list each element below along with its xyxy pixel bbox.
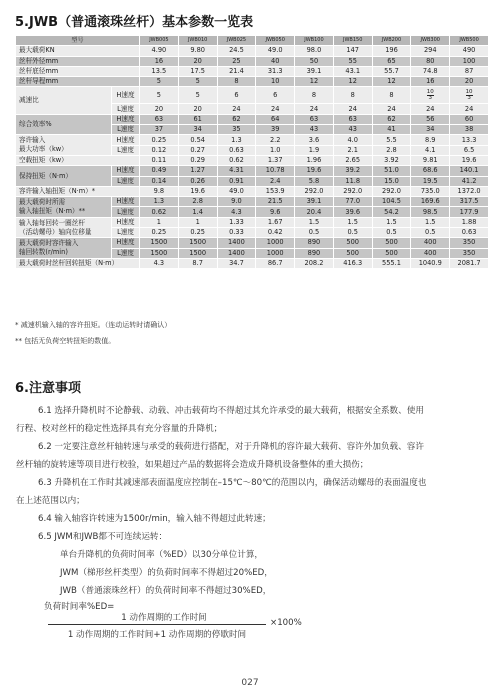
- paragraph-line: 6.5 JWM和JWB都不可连续运转：: [38, 532, 168, 542]
- table-cell: 13.5: [140, 66, 179, 76]
- row-label-line: （活动螺母）轴向位移量: [19, 227, 92, 236]
- table-cell: 555.1: [372, 258, 411, 268]
- table-cell: 9.6: [256, 207, 295, 217]
- table-cell: 5: [140, 77, 179, 87]
- table-cell: 49.0: [217, 186, 256, 196]
- table-cell: 292.0: [333, 186, 372, 196]
- table-cell: 8.9: [411, 135, 450, 145]
- table-cell: 1.96: [295, 155, 334, 165]
- table-cell: 20.4: [295, 207, 334, 217]
- table-cell: 4.90: [140, 46, 179, 56]
- table-cell: 9.81: [411, 155, 450, 165]
- table-cell: 6.5: [450, 145, 489, 155]
- table-row: [16, 87, 489, 104]
- table-cell: 12: [333, 77, 372, 87]
- table-cell: 2081.7: [450, 258, 489, 268]
- header-cell: JWB500: [450, 36, 489, 46]
- table-cell: 98.0: [295, 46, 334, 56]
- fraction-denominator: 3: [428, 94, 432, 101]
- row-label: [16, 135, 112, 156]
- table-cell: 21.5: [256, 197, 295, 207]
- table-cell: 400: [411, 248, 450, 258]
- table-cell: 2.8: [178, 197, 217, 207]
- table-cell: 77.0: [333, 197, 372, 207]
- header-cell: JWB100: [295, 36, 334, 46]
- table-cell: 1.4: [178, 207, 217, 217]
- speed-label: H速度: [112, 197, 140, 207]
- table-cell: 43: [333, 125, 372, 135]
- table-cell: 63: [333, 114, 372, 124]
- header-cell: JWB010: [178, 36, 217, 46]
- table-cell: 890: [295, 238, 334, 248]
- table-cell: 86.7: [256, 258, 295, 268]
- table-cell: 1500: [140, 238, 179, 248]
- table-cell: 0.25: [140, 135, 179, 145]
- table-cell: 890: [295, 248, 334, 258]
- table-cell: 0.29: [178, 155, 217, 165]
- table-cell: 6: [217, 87, 256, 104]
- table-cell: 19.6: [295, 166, 334, 176]
- table-cell: 1.3: [217, 135, 256, 145]
- paragraph-line: 丝杆轴的旋转速等项目进行校验，如果超过产品的数据将会造成升降机设备整体的重大损伤；: [16, 460, 369, 470]
- table-cell: 0.42: [256, 228, 295, 238]
- table-cell: 5.8: [295, 176, 334, 186]
- table-cell: 13.3: [450, 135, 489, 145]
- table-cell: 62: [217, 114, 256, 124]
- formula-denominator: 1 动作周期的工作时间+1 动作周期的停歇时间: [67, 630, 247, 640]
- table-cell: 1000: [256, 238, 295, 248]
- header-cell: 型号: [16, 36, 140, 46]
- table-cell: 39.2: [333, 166, 372, 176]
- header-cell: JWB050: [256, 36, 295, 46]
- table-cell: 68.6: [411, 166, 450, 176]
- footnote: ** 包括无负荷空转扭矩的数值。: [15, 337, 116, 345]
- table-cell: 3.92: [372, 155, 411, 165]
- speed-label: L速度: [112, 145, 140, 155]
- row-label-line: 最大载荷时容许输入: [19, 239, 79, 248]
- table-cell: 147: [333, 46, 372, 56]
- table-cell: 0.14: [140, 176, 179, 186]
- table-cell: 500: [333, 238, 372, 248]
- table-cell: 8: [372, 87, 411, 104]
- table-cell: 0.63: [217, 145, 256, 155]
- table-cell: 1.5: [295, 217, 334, 227]
- table-cell: 1400: [217, 248, 256, 258]
- table-cell: 24: [217, 104, 256, 114]
- table-cell: 0.63: [450, 228, 489, 238]
- table-cell: 1500: [178, 248, 217, 258]
- table-cell: 208.2: [295, 258, 334, 268]
- table-row: [16, 155, 489, 165]
- table-row: [16, 56, 489, 66]
- header-cell: JWB300: [411, 36, 450, 46]
- table-cell: 8: [295, 87, 334, 104]
- table-cell: 0.12: [140, 145, 179, 155]
- table-cell: 20: [178, 104, 217, 114]
- row-label: [16, 238, 112, 259]
- table-cell: 12: [295, 77, 334, 87]
- row-label: [16, 197, 112, 218]
- table-cell: 43.1: [333, 66, 372, 76]
- table-cell: 2.1: [333, 145, 372, 155]
- table-cell: 63: [140, 114, 179, 124]
- table-cell: 43: [295, 125, 334, 135]
- table-cell: 4.1: [411, 145, 450, 155]
- table-cell: 50: [295, 56, 334, 66]
- speed-label: H速度: [112, 87, 140, 104]
- row-label: 丝杆外径mm: [16, 56, 140, 66]
- table-cell: 55: [333, 56, 372, 66]
- table-cell: 0.5: [295, 228, 334, 238]
- paragraph-line: JWM（梯形丝杆类型）的负荷时间率不得超过20%ED，: [60, 568, 273, 578]
- table-cell: 5: [140, 87, 179, 104]
- table-cell: 500: [333, 248, 372, 258]
- table-cell: 0.5: [372, 228, 411, 238]
- table-cell: 80: [411, 56, 450, 66]
- paragraph-line: 6.4 输入轴容许转速为1500r/min，输入轴不得超过此转速；: [38, 514, 271, 524]
- table-cell: 1.5: [372, 217, 411, 227]
- parameter-table: [15, 35, 489, 269]
- table-cell: 1.0: [256, 145, 295, 155]
- table-cell: 15.0: [372, 176, 411, 186]
- header-cell: JWB005: [140, 36, 179, 46]
- table-cell: 49.0: [256, 46, 295, 56]
- footnote: * 减速机输入轴的容许扭矩。（连动运转时请确认）: [15, 321, 172, 329]
- table-cell: 74.8: [411, 66, 450, 76]
- table-row: [16, 46, 489, 56]
- table-row: [16, 77, 489, 87]
- row-label: 丝杆底径mm: [16, 66, 140, 76]
- table-cell: 9.0: [217, 197, 256, 207]
- table-cell: 24: [372, 104, 411, 114]
- table-cell: 317.5: [450, 197, 489, 207]
- table-cell: 51.0: [372, 166, 411, 176]
- table-cell: 2.8: [372, 145, 411, 155]
- speed-label: H速度: [112, 135, 140, 145]
- table-cell: 39.1: [295, 197, 334, 207]
- speed-label: H速度: [112, 166, 140, 176]
- row-label-line: 容许输入: [19, 136, 46, 145]
- table-cell: 0.33: [217, 228, 256, 238]
- table-cell: 0.62: [217, 155, 256, 165]
- table-cell: 34: [178, 125, 217, 135]
- table-cell: 0.26: [178, 176, 217, 186]
- table-row: [16, 238, 489, 248]
- table-cell: 56: [411, 114, 450, 124]
- table-row: [16, 197, 489, 207]
- table-cell: 98.5: [411, 207, 450, 217]
- table-cell: 5: [178, 87, 217, 104]
- table-cell: 1400: [217, 238, 256, 248]
- table-cell: 34.7: [217, 258, 256, 268]
- row-label: 最大载荷时丝杆回转扭矩（N·m）: [16, 258, 140, 268]
- paragraph-line: 6.2 一定要注意丝杆轴转速与承受的载荷进行搭配，对于升降机的容许最大载荷、容许外加负载、容许: [38, 442, 424, 452]
- table-cell: 8: [333, 87, 372, 104]
- speed-label: L速度: [112, 248, 140, 258]
- table-row: [16, 114, 489, 124]
- table-cell: 24: [411, 104, 450, 114]
- table-cell: 500: [372, 238, 411, 248]
- table-cell: 24: [256, 104, 295, 114]
- table-cell: 1500: [178, 238, 217, 248]
- table-cell: 140.1: [450, 166, 489, 176]
- table-cell: 37: [140, 125, 179, 135]
- row-label: 保持扭矩（N·m）: [16, 166, 112, 187]
- table-cell: 5.5: [372, 135, 411, 145]
- table-cell: 4.0: [333, 135, 372, 145]
- table-cell: 4.3: [217, 207, 256, 217]
- formula-multiplier: ×100%: [270, 618, 302, 628]
- table-cell: 8: [217, 77, 256, 87]
- table-header-row: [16, 36, 489, 46]
- table-cell: 0.5: [333, 228, 372, 238]
- table-cell: 292.0: [372, 186, 411, 196]
- table-cell: 0.91: [217, 176, 256, 186]
- table-cell: 31.3: [256, 66, 295, 76]
- table-cell: 104.5: [372, 197, 411, 207]
- table-cell: 19.5: [411, 176, 450, 186]
- paragraph-line: 负荷时间率%ED=: [44, 602, 115, 612]
- table-cell: 21.4: [217, 66, 256, 76]
- header-cell: JWB200: [372, 36, 411, 46]
- table-cell: 1: [178, 217, 217, 227]
- table-cell: 12: [372, 77, 411, 87]
- section-title: 6.注意事项: [15, 381, 81, 396]
- table-cell: 196: [372, 46, 411, 56]
- table-cell: 10: [256, 77, 295, 87]
- table-cell: 35: [217, 125, 256, 135]
- row-label-line: 轴回转数(r/min): [19, 248, 68, 257]
- row-label-line: 最大载荷时所需: [19, 197, 66, 206]
- table-cell: 65: [372, 56, 411, 66]
- table-cell: 54.2: [372, 207, 411, 217]
- row-label: 丝杆导程mm: [16, 77, 140, 87]
- table-cell: 0.54: [178, 135, 217, 145]
- speed-label: L速度: [112, 125, 140, 135]
- table-cell: 24: [295, 104, 334, 114]
- table-cell: 1.5: [411, 217, 450, 227]
- table-cell: 25: [217, 56, 256, 66]
- table-row: [16, 135, 489, 145]
- table-cell: 11.8: [333, 176, 372, 186]
- table-cell: 16: [411, 77, 450, 87]
- table-cell: 1500: [140, 248, 179, 258]
- paragraph-line: JWB（普通滚珠丝杆）的负荷时间率不得超过30%ED，: [60, 586, 272, 596]
- table-cell: 61: [178, 114, 217, 124]
- table-cell: 100: [450, 56, 489, 66]
- row-label: 综合效率%: [16, 114, 112, 135]
- table-cell: 41: [372, 125, 411, 135]
- table-cell: 39.6: [333, 207, 372, 217]
- table-cell: 735.0: [411, 186, 450, 196]
- table-cell: 87: [450, 66, 489, 76]
- table-row: [16, 66, 489, 76]
- table-cell: 0.62: [140, 207, 179, 217]
- table-cell: 20: [450, 77, 489, 87]
- paragraph-line: 在上述范围以内；: [16, 496, 85, 506]
- table-cell: 0.11: [140, 155, 179, 165]
- table-cell: 20: [140, 104, 179, 114]
- table-cell: 24: [333, 104, 372, 114]
- table-cell: 500: [372, 248, 411, 258]
- table-cell: 350: [450, 248, 489, 258]
- table-cell: 19.6: [450, 155, 489, 165]
- speed-label: L速度: [112, 104, 140, 114]
- table-cell: 292.0: [295, 186, 334, 196]
- paragraph-line: 6.3 升降机在工作时其减速部表面温度应控制在–15℃～80℃的范围以内，确保活动螺母的表面温度也: [38, 478, 427, 488]
- table-cell: 1: [140, 217, 179, 227]
- table-row: [16, 217, 489, 227]
- table-cell: 400: [411, 238, 450, 248]
- table-cell: 8.7: [178, 258, 217, 268]
- table-cell: 169.6: [411, 197, 450, 207]
- table-cell: 153.9: [256, 186, 295, 196]
- table-cell: 0.5: [411, 228, 450, 238]
- table-cell: 9.8: [140, 186, 179, 196]
- table-cell: 16: [140, 56, 179, 66]
- speed-label: L速度: [112, 176, 140, 186]
- table-cell: 3.6: [295, 135, 334, 145]
- table-cell: 1040.9: [411, 258, 450, 268]
- table-cell: 1000: [256, 248, 295, 258]
- table-cell: 1.3: [140, 197, 179, 207]
- row-label: 最大载荷KN: [16, 46, 140, 56]
- table-cell: 40: [256, 56, 295, 66]
- table-cell: 416.3: [333, 258, 372, 268]
- page-title: 5.JWB（普通滚珠丝杆）基本参数一览表: [15, 15, 254, 30]
- table-cell: 55.7: [372, 66, 411, 76]
- row-label-line: 输入轴扭矩（N·m）**: [19, 206, 86, 215]
- table-cell: 20: [178, 56, 217, 66]
- table-cell: 2.4: [256, 176, 295, 186]
- table-cell: 10.78: [256, 166, 295, 176]
- table-cell: 1372.0: [450, 186, 489, 196]
- table-cell: 177.9: [450, 207, 489, 217]
- table-cell: 294: [411, 46, 450, 56]
- paragraph-line: 单台升降机的负荷时间率（%ED）以30分单位计算，: [60, 550, 264, 560]
- row-label-line: 输入轴每回转一圈丝杆: [19, 218, 85, 227]
- table-cell: 24.5: [217, 46, 256, 56]
- table-cell: 1.27: [178, 166, 217, 176]
- table-cell: 62: [372, 114, 411, 124]
- table-cell: 38: [450, 125, 489, 135]
- speed-label: H速度: [112, 217, 140, 227]
- speed-label: H速度: [112, 114, 140, 124]
- fraction-cell: [450, 87, 489, 104]
- table-cell: 1.33: [217, 217, 256, 227]
- speed-label: L速度: [112, 207, 140, 217]
- paragraph-line: 6.1 选择升降机时不论静载、动载、冲击载荷均不得超过其允许承受的最大载荷，根据安全系数、使用: [38, 406, 424, 416]
- table-cell: 1.88: [450, 217, 489, 227]
- table-cell: 5: [178, 77, 217, 87]
- table-cell: 1.5: [333, 217, 372, 227]
- fraction-cell: [411, 87, 450, 104]
- table-row: [16, 258, 489, 268]
- fraction-numerator: 10: [426, 88, 434, 95]
- header-cell: JWB025: [217, 36, 256, 46]
- table-cell: 6: [256, 87, 295, 104]
- table-cell: 19.6: [178, 186, 217, 196]
- table-cell: 17.5: [178, 66, 217, 76]
- table-cell: 2.2: [256, 135, 295, 145]
- table-cell: 490: [450, 46, 489, 56]
- table-cell: 1.67: [256, 217, 295, 227]
- table-cell: 64: [256, 114, 295, 124]
- table-row: [16, 166, 489, 176]
- table-cell: 1.37: [256, 155, 295, 165]
- table-cell: 39.1: [295, 66, 334, 76]
- paragraph-line: 行程、校对丝杆的稳定性选择具有充分容量的升降机；: [16, 424, 223, 434]
- row-label: [16, 217, 112, 238]
- table-cell: 0.25: [178, 228, 217, 238]
- table-cell: 0.49: [140, 166, 179, 176]
- formula-numerator: 1 动作周期的工作时间: [121, 613, 207, 623]
- page-number: 027: [241, 678, 259, 688]
- table-cell: 2.65: [333, 155, 372, 165]
- fraction-numerator: 10: [465, 88, 473, 95]
- header-cell: JWB150: [333, 36, 372, 46]
- table-cell: 63: [295, 114, 334, 124]
- table-cell: 0.25: [140, 228, 179, 238]
- table-cell: 0.27: [178, 145, 217, 155]
- fraction-bar: [48, 624, 266, 625]
- fraction-denominator: 3: [467, 94, 471, 101]
- row-label: 容许输入轴扭矩（N·m）*: [16, 186, 140, 196]
- table-cell: 350: [450, 238, 489, 248]
- table-cell: 41.2: [450, 176, 489, 186]
- table-cell: 4.3: [140, 258, 179, 268]
- table-cell: 9.80: [178, 46, 217, 56]
- row-label: 空载扭矩（kw）: [16, 155, 140, 165]
- row-label: 减速比: [16, 87, 112, 114]
- table-cell: 34: [411, 125, 450, 135]
- table-cell: 60: [450, 114, 489, 124]
- table-cell: 1.9: [295, 145, 334, 155]
- table-row: [16, 186, 489, 196]
- speed-label: L速度: [112, 228, 140, 238]
- row-label-line: 最大功率（kw）: [19, 145, 68, 154]
- table-cell: 24: [450, 104, 489, 114]
- table-cell: 39: [256, 125, 295, 135]
- table-cell: 4.31: [217, 166, 256, 176]
- speed-label: H速度: [112, 238, 140, 248]
